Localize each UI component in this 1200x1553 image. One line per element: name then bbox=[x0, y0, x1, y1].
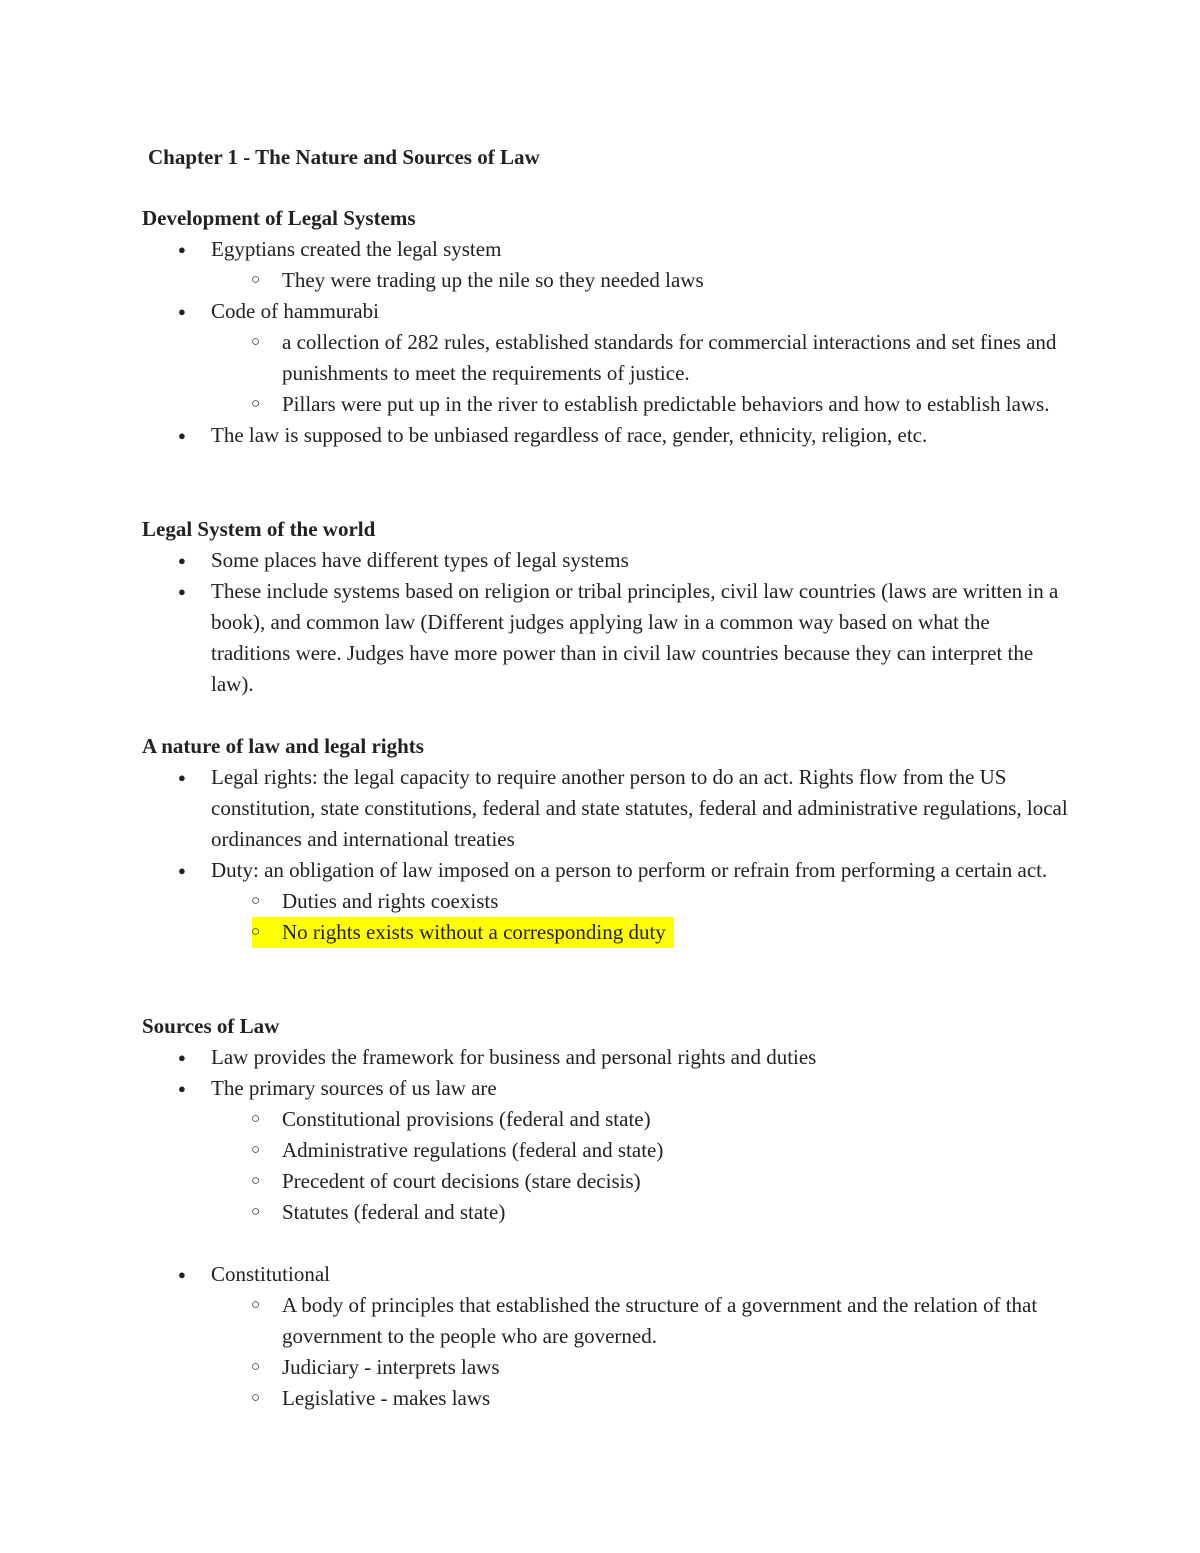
list-item: ● These include systems based on religion or tribal principles, civil law countries (laws are written in a book), and common law (Different judges applying law in a common way based on what the traditions were. Judges have more power than in civil law countries because they can interpret the law). bbox=[142, 576, 1072, 700]
hollow-bullet-icon: ○ bbox=[251, 1297, 261, 1313]
sub-list-item-highlighted bbox=[211, 917, 1072, 948]
section-development bbox=[142, 203, 1072, 451]
section-sources-of-law bbox=[142, 1011, 1072, 1414]
list-item: ● Egyptians created the legal system ○ They were trading up the nile so they needed laws bbox=[142, 234, 1072, 296]
list-item: ● Constitutional ○ A body of principles that established the structure of a government and the relation of that government to the people who are governed. ○ Judiciary - interprets laws ○ Legislative - makes laws bbox=[142, 1259, 1072, 1414]
sub-list-item: ○ Precedent of court decisions (stare decisis) bbox=[211, 1166, 1072, 1197]
hollow-bullet-icon: ○ bbox=[251, 1111, 261, 1127]
section-legal-system-world bbox=[142, 514, 1072, 700]
bullet-icon: ● bbox=[178, 770, 186, 785]
bullet-icon: ● bbox=[178, 1081, 186, 1096]
list-item: ● The law is supposed to be unbiased regardless of race, gender, ethnicity, religion, etc. bbox=[142, 420, 1072, 451]
hollow-bullet-icon: ○ bbox=[251, 272, 261, 288]
sub-list-item: ○ Pillars were put up in the river to establish predictable behaviors and how to establish laws. bbox=[211, 389, 1072, 420]
sub-list-item: ○ Judiciary - interprets laws bbox=[211, 1352, 1072, 1383]
spacer bbox=[142, 1228, 1072, 1259]
section-heading: Sources of Law bbox=[142, 1014, 280, 1038]
hollow-bullet-icon: ○ bbox=[251, 334, 261, 350]
list-item: ● Legal rights: the legal capacity to require another person to do an act. Rights flow from the US constitution, state constitutions, federal and state statutes, federal and administrative regulations, local ordinances and international treaties bbox=[142, 762, 1072, 855]
bullet-icon: ● bbox=[178, 863, 186, 878]
list-item: ● Duty: an obligation of law imposed on a person to perform or refrain from performing a certain act. ○ Duties and rights coexists No rights exists without a corresponding duty ○ bbox=[142, 855, 1072, 948]
hollow-bullet-icon: ○ bbox=[251, 1390, 261, 1406]
hollow-bullet-icon: ○ bbox=[251, 1173, 261, 1189]
section-heading: Legal System of the world bbox=[142, 517, 376, 541]
hollow-bullet-icon: ○ bbox=[251, 1204, 261, 1220]
hollow-bullet-icon: ○ bbox=[251, 1142, 261, 1158]
bullet-icon: ● bbox=[178, 428, 186, 443]
section-nature-of-law bbox=[142, 731, 1072, 948]
section-heading: Development of Legal Systems bbox=[142, 206, 416, 230]
sub-list-item: ○ Duties and rights coexists bbox=[211, 886, 1072, 917]
hollow-bullet-icon: ○ bbox=[251, 396, 261, 412]
sub-list-item: ○ Legislative - makes laws bbox=[211, 1383, 1072, 1414]
bullet-icon: ● bbox=[178, 304, 186, 319]
list-item: ● The primary sources of us law are ○ Constitutional provisions (federal and state) ○ Administrative regulations (federal and state) ○ Precedent of court decisions (stare decisis) ○ Statutes (federal and state) bbox=[142, 1073, 1072, 1228]
chapter-title: Chapter 1 - The Nature and Sources of Law bbox=[148, 145, 540, 169]
bullet-icon: ● bbox=[178, 242, 186, 257]
hollow-bullet-icon: ○ bbox=[251, 924, 261, 940]
section-heading: A nature of law and legal rights bbox=[142, 734, 424, 758]
list-item: ● Some places have different types of legal systems bbox=[142, 545, 1072, 576]
list-item: ● Law provides the framework for business and personal rights and duties bbox=[142, 1042, 1072, 1073]
bullet-icon: ● bbox=[178, 553, 186, 568]
sub-list-item: ○ They were trading up the nile so they needed laws bbox=[211, 265, 1072, 296]
sub-list-item: ○ Administrative regulations (federal and state) bbox=[211, 1135, 1072, 1166]
bullet-icon: ● bbox=[178, 1050, 186, 1065]
bullet-icon: ● bbox=[178, 584, 186, 599]
sub-list-item: ○ Statutes (federal and state) bbox=[211, 1197, 1072, 1228]
bullet-icon: ● bbox=[178, 1267, 186, 1282]
list-item: ● Code of hammurabi ○ a collection of 282 rules, established standards for commercial interactions and set fines and punishments to meet the requirements of justice. ○ Pillars were put up in the river to establish predictable behaviors and how to establish laws. bbox=[142, 296, 1072, 420]
sub-list-item: ○ Constitutional provisions (federal and state) bbox=[211, 1104, 1072, 1135]
sub-list-item: ○ A body of principles that established the structure of a government and the relation of that government to the people who are governed. bbox=[211, 1290, 1072, 1352]
hollow-bullet-icon: ○ bbox=[251, 1359, 261, 1375]
hollow-bullet-icon: ○ bbox=[251, 893, 261, 909]
highlight: No rights exists without a corresponding duty bbox=[252, 917, 674, 948]
sub-list-item: ○ a collection of 282 rules, established standards for commercial interactions and set fines and punishments to meet the requirements of justice. bbox=[211, 327, 1072, 389]
